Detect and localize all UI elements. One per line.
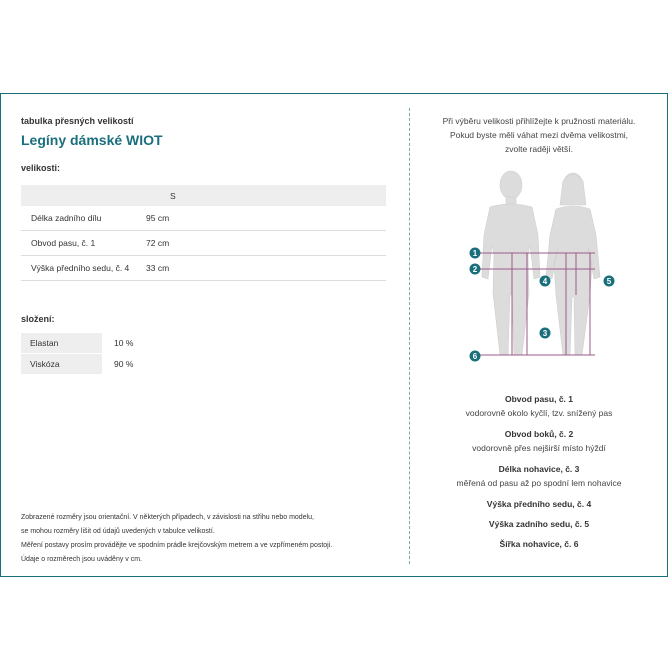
note-line: Údaje o rozměrech jsou uváděny v cm. bbox=[21, 556, 142, 563]
marker-2 bbox=[470, 264, 481, 275]
chart-subtitle: tabulka přesných velikostí bbox=[21, 116, 134, 126]
advice-line: Pokud byste měli váhat mezi dvěma velikostmi, bbox=[449, 130, 629, 140]
svg-text:1: 1 bbox=[472, 249, 478, 258]
row-label: Obvod pasu, č. 1 bbox=[21, 231, 146, 256]
female-silhouette-icon bbox=[546, 173, 600, 355]
row-value: 33 cm bbox=[146, 256, 386, 281]
size-column-header: S bbox=[146, 185, 386, 206]
marker-3 bbox=[540, 328, 551, 339]
measurement-title: Výška zadního sedu, č. 5 bbox=[488, 519, 590, 529]
sizes-label: velikosti: bbox=[21, 163, 61, 173]
svg-text:5: 5 bbox=[606, 277, 612, 286]
body-figure-diagram bbox=[410, 165, 668, 370]
advice-line: zvolte raději větší. bbox=[504, 144, 574, 154]
svg-text:3: 3 bbox=[542, 329, 548, 338]
material-name: Elastan bbox=[21, 333, 102, 354]
measurement-title: Obvod pasu, č. 1 bbox=[504, 394, 574, 404]
note-line: se mohou rozměry lišit od údajů uvedených v tabulce velikostí. bbox=[21, 528, 215, 535]
row-label: Délka zadního dílu bbox=[21, 206, 146, 231]
advice-line: Při výběru velikosti přihlížejte k pružnosti materiálu. bbox=[442, 116, 636, 126]
measurement-desc: vodorovně přes nejširší místo hýždí bbox=[472, 443, 606, 453]
measurement-title: Délka nohavice, č. 3 bbox=[498, 464, 580, 474]
measurement-desc: měřená od pasu až po spodní lem nohavice bbox=[456, 478, 622, 488]
measurement-title: Obvod boků, č. 2 bbox=[504, 429, 574, 439]
composition-table bbox=[21, 333, 133, 375]
composition-label: složení: bbox=[21, 314, 55, 324]
note-line: Zobrazené rozměry jsou orientační. V některých případech, v závislosti na střihu nebo modelu, bbox=[21, 514, 314, 521]
note-line: Měření postavy prosím provádějte ve spodním prádle krejčovským metrem a ve vzpřímeném postoji. bbox=[21, 542, 333, 549]
material-percent: 10 % bbox=[114, 338, 134, 349]
measurement-title: Šířka nohavice, č. 6 bbox=[499, 539, 579, 549]
measurement-desc: vodorovně okolo kyčlí, tzv. snížený pas bbox=[465, 408, 613, 418]
material-percent: 90 % bbox=[114, 359, 134, 369]
row-label: Výška předního sedu, č. 4 bbox=[21, 256, 146, 281]
marker-4 bbox=[540, 276, 551, 287]
marker-1 bbox=[470, 248, 481, 259]
table-row bbox=[21, 231, 386, 256]
product-title: Legíny dámské WIOT bbox=[21, 132, 163, 148]
svg-text:2: 2 bbox=[472, 265, 478, 274]
table-row bbox=[21, 333, 133, 354]
svg-text:4: 4 bbox=[542, 277, 548, 286]
table-row bbox=[21, 354, 133, 375]
svg-text:6: 6 bbox=[472, 352, 478, 361]
row-value: 72 cm bbox=[146, 231, 386, 256]
material-name: Viskóza bbox=[21, 354, 102, 375]
marker-6 bbox=[470, 351, 481, 362]
row-value: 95 cm bbox=[146, 206, 386, 231]
marker-5 bbox=[604, 276, 615, 287]
table-row bbox=[21, 206, 386, 231]
male-silhouette-icon bbox=[482, 171, 540, 355]
measurement-title: Výška předního sedu, č. 4 bbox=[486, 499, 592, 509]
sizes-table bbox=[21, 185, 386, 281]
sizes-header-row bbox=[21, 185, 386, 206]
table-row bbox=[21, 256, 386, 281]
